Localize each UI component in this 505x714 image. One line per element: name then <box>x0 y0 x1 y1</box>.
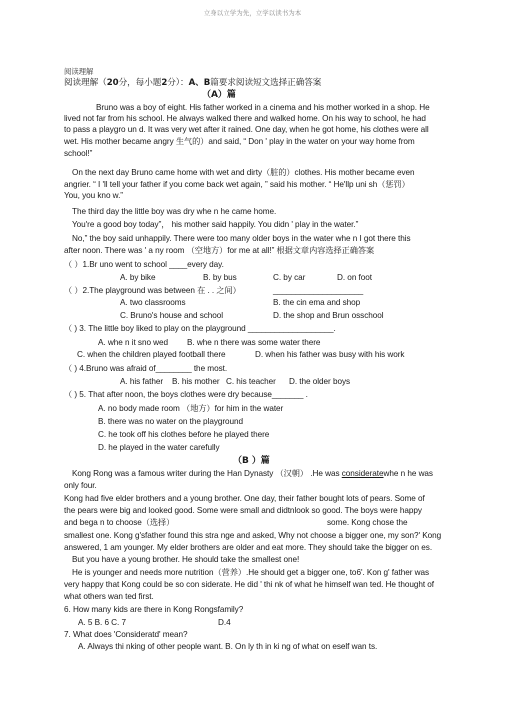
passage-a-line: On the next day Bruno came home with wet and dirty（脏的）clothes. His mother became even <box>72 168 415 177</box>
passage-b-line: only four. <box>64 481 97 490</box>
question-option: B. there was no water on the playground <box>98 417 244 426</box>
question-stem: 6. How many kids are there in Kong Rongsfamily? <box>64 605 244 614</box>
instruction-prefix: 阅读理解（ <box>64 78 107 88</box>
question-option: D. when his father was busy with his work <box>255 350 405 359</box>
section-label: 阅读理解 <box>64 67 94 76</box>
question-option: D. the older boys <box>289 377 351 386</box>
passage-a-line: school!” <box>64 149 93 158</box>
question-option: A. two classrooms <box>120 298 186 307</box>
passage-a-title: （A）篇 <box>202 90 236 100</box>
question-option: B. his mother <box>172 377 220 386</box>
question-stem: 7. What does 'Consideratd' mean? <box>64 630 188 639</box>
page-header: 立身以立学为先，立学以读书为本 <box>203 9 302 17</box>
question-option: B. the cin ema and shop <box>273 298 361 307</box>
passage-b-line: But you have a young brother. He should take the smallest one! <box>72 555 300 564</box>
passage-b-line: the pears were big and looked good. Some were small and didtnlook so good. The boys were happy <box>64 506 422 515</box>
question-option: A. whe n it sno wed <box>98 338 169 347</box>
question-option: C. he took off his clothes before he played there <box>98 430 270 439</box>
passage-a-line: You're a good boy today”， his mother said happily. You didn ' play in the water.” <box>72 220 359 229</box>
instruction-ab: A、B <box>188 78 211 88</box>
instruction-each: 2 <box>161 78 168 88</box>
instruction-end: 分）： <box>167 78 189 88</box>
question-option: B. by bus <box>203 273 237 282</box>
passage-b-text: whe n he was <box>383 469 433 478</box>
passage-a-line: The third day the little boy was dry whe n he came home. <box>72 207 277 216</box>
passage-b-line: Kong had five elder brothers and a young brother. One day, their father bought lots of pears. Some of <box>64 494 425 503</box>
passage-a-line: lived not far from his school. He always walked there and walked home. On his way to school, he had <box>64 114 426 123</box>
passage-a-line: angrier. “ I 'll tell your father if you come back wet again, ” said his mother. “ He'llp uni sh（惩罚） <box>64 180 410 189</box>
passage-a-line: Bruno was a boy of eight. His father worked in a cinema and his mother worked in a shop. He <box>96 103 430 112</box>
question-option: C. by car <box>273 273 306 282</box>
question-option: A. no body made room （地方）for him in the water <box>98 404 284 413</box>
instruction-score: 20 <box>106 78 119 88</box>
question-stem: （ ) 4.Bruno was afraid of________ the most. <box>64 364 228 373</box>
passage-b-line: smallest one. Kong g'sfather found this stra nge and asked, Why not choose a bigger one, my son?' Kong <box>64 531 442 540</box>
passage-b-line: He is younger and needs more nutrition（营养）.He should get a bigger one, to6'. Kon g' father was <box>72 568 430 577</box>
question-stem: （ ）2.The playground was between 在 . . 之间） <box>64 286 241 295</box>
question-option: C. when the children played football there <box>77 350 226 359</box>
question-option: C. Bruno's house and school <box>120 311 224 320</box>
question-option: D. on foot <box>337 273 373 282</box>
question-stem: （ ) 5. That after noon, the boys clothes were dry because_______ . <box>64 390 308 399</box>
instruction-rest: 篇要求阅读短文选择正确答案 <box>210 78 322 88</box>
instruction-mid: 分，每小题 <box>118 78 162 88</box>
considerate-word: considerate <box>341 469 384 478</box>
question-option: A. 5 B. 6 C. 7 <box>78 618 126 627</box>
passage-b-line: and bega n to choose（选择） <box>64 518 175 527</box>
question-option: D.4 <box>218 618 231 627</box>
instruction-line <box>64 78 321 88</box>
passage-b-line: some. Kong chose the <box>327 518 408 527</box>
passage-b-title: （B ）篇 <box>233 456 270 466</box>
question-option: A. his father <box>120 377 164 386</box>
question-option: A. Always thi nking of other people want. B. On ly th in ki ng of what on eself wan ts. <box>78 642 378 651</box>
question-option: C. his teacher <box>226 377 276 386</box>
question-stem: （ ）1.Br uno went to school ____every day. <box>64 260 224 269</box>
question-option: A. by bike <box>120 273 156 282</box>
question-option: D. the shop and Brun osschool <box>273 311 384 320</box>
passage-a-line: No,” the boy said unhappily. There were too many older boys in the water whe n I got there this <box>72 234 411 243</box>
passage-a-line: after noon. There was ' a ny room （空地方）for me at all!” 根据文章内容选择正确答案 <box>64 246 375 255</box>
question-option: B. whe n there was some water there <box>187 338 321 347</box>
passage-b-line <box>72 469 433 479</box>
passage-b-line: answered, 1 am younger. My elder brothers are older and eat more. They should take the bigger on es. <box>64 543 433 552</box>
passage-a-line: wet. His mother became angry 生气的）and said, “ Don ' play in the water on your way home from <box>64 137 415 146</box>
passage-a-line: to pass a playgro un d. It was very wet after it rained. One day, when he got home, his clothes were all <box>64 125 429 134</box>
question-blank: ____________________ <box>273 286 364 295</box>
passage-a-line: You, you kno w.” <box>64 191 123 200</box>
question-option: D. he played in the water carefully <box>98 443 220 452</box>
passage-b-line: what others wan ted first. <box>64 592 154 601</box>
question-stem: （ ) 3. The little boy liked to play on the playground ___________________. <box>64 324 336 333</box>
passage-b-text: Kong Rong was a famous writer during the Han Dynasty （汉朝） .He was <box>72 469 342 478</box>
passage-b-line: very happy that Kong could be so con siderate. He did ' thi nk of what he himself wan ted. He thought of <box>64 580 435 589</box>
